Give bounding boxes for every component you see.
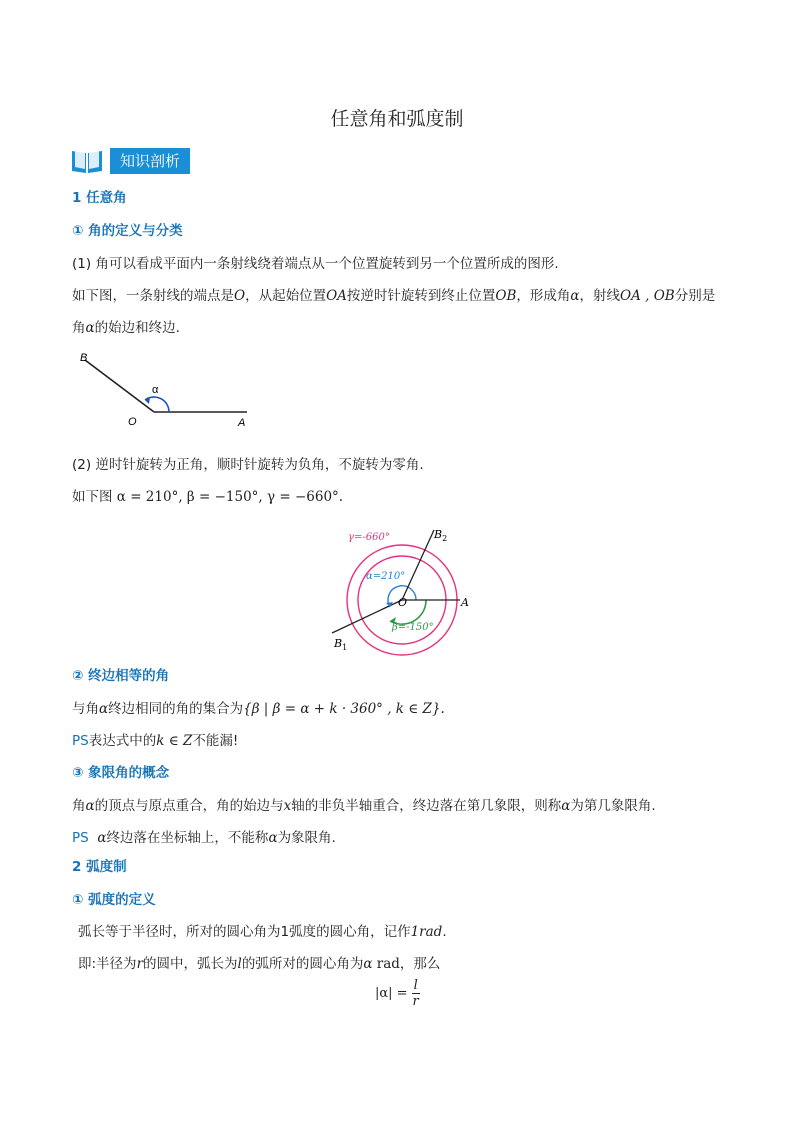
ray-ob [85, 360, 154, 412]
label-beta: β=-150° [392, 622, 434, 633]
paragraph-sides: 角α的始边和终边. [72, 320, 180, 336]
paragraph-radian-formula-intro: 即:半径为r的圆中，弧长为l的弧所对的圆心角为α rad，那么 [78, 956, 441, 972]
label-b: B [80, 352, 88, 364]
page-title: 任意角和弧度制 [330, 108, 464, 130]
paragraph-radian-def: 弧长等于半径时，所对的圆心角为1弧度的圆心角，记作1rad. [78, 924, 447, 940]
paragraph-coterminal-set: 与角α终边相同的角的集合为{β | β = α + k · 360° , k ∈ Z}. [72, 701, 445, 717]
paragraph-ray-rotation: 如下图，一条射线的端点是O，从起始位置OA按逆时针旋转到终止位置OB，形成角α，射线OA , OB分别是 [72, 288, 716, 304]
multi-angle-figure [326, 520, 476, 656]
formula-fraction [412, 978, 420, 1009]
open-book-icon [70, 147, 104, 175]
label-a: A [238, 417, 246, 429]
label-a: A [461, 596, 469, 609]
label-b1: $B_1$ [334, 637, 348, 652]
section-banner [70, 146, 190, 176]
radian-formula [375, 978, 420, 1009]
formula-numerator: l [413, 978, 418, 993]
paragraph-ps-k: PS表达式中的k ∈ Z不能漏! [72, 733, 239, 749]
angle-figure [70, 345, 270, 435]
section2-heading: 2 弧度制 [72, 859, 127, 875]
label-b2: $B_2$ [434, 528, 448, 543]
label-gamma: γ=-660° [348, 532, 390, 543]
section1-heading: 1 任意角 [72, 190, 127, 206]
label-o: O [398, 596, 408, 609]
sub2-heading: ② 终边相等的角 [72, 668, 170, 684]
paragraph-sign-rule: (2) 逆时针旋转为正角，顺时针旋转为负角，不旋转为零角. [72, 457, 424, 473]
formula-denominator: r [412, 994, 419, 1009]
paragraph-angle-definition: (1) 角可以看成平面内一条射线绕着端点从一个位置旋转到另一个位置所成的图形. [72, 256, 559, 272]
label-alpha: α=210° [366, 571, 406, 582]
formula-lhs: |α| = [375, 986, 408, 1001]
sub1-heading: ① 角的定义与分类 [72, 223, 183, 239]
label-alpha: α [152, 384, 159, 396]
sub3-heading: ③ 象限角的概念 [72, 765, 170, 781]
radian-def-heading: ① 弧度的定义 [72, 892, 156, 908]
paragraph-quadrant-angle: 角α的顶点与原点重合，角的始边与x轴的非负半轴重合，终边落在第几象限，则称α为第几象限角. [72, 798, 656, 814]
banner-label: 知识剖析 [110, 148, 190, 174]
paragraph-example: 如下图 α = 210°, β = −150°, γ = −660°. [72, 489, 344, 505]
paragraph-ps-axis: PS α终边落在坐标轴上，不能称α为象限角. [72, 830, 336, 846]
label-o: O [128, 416, 137, 428]
